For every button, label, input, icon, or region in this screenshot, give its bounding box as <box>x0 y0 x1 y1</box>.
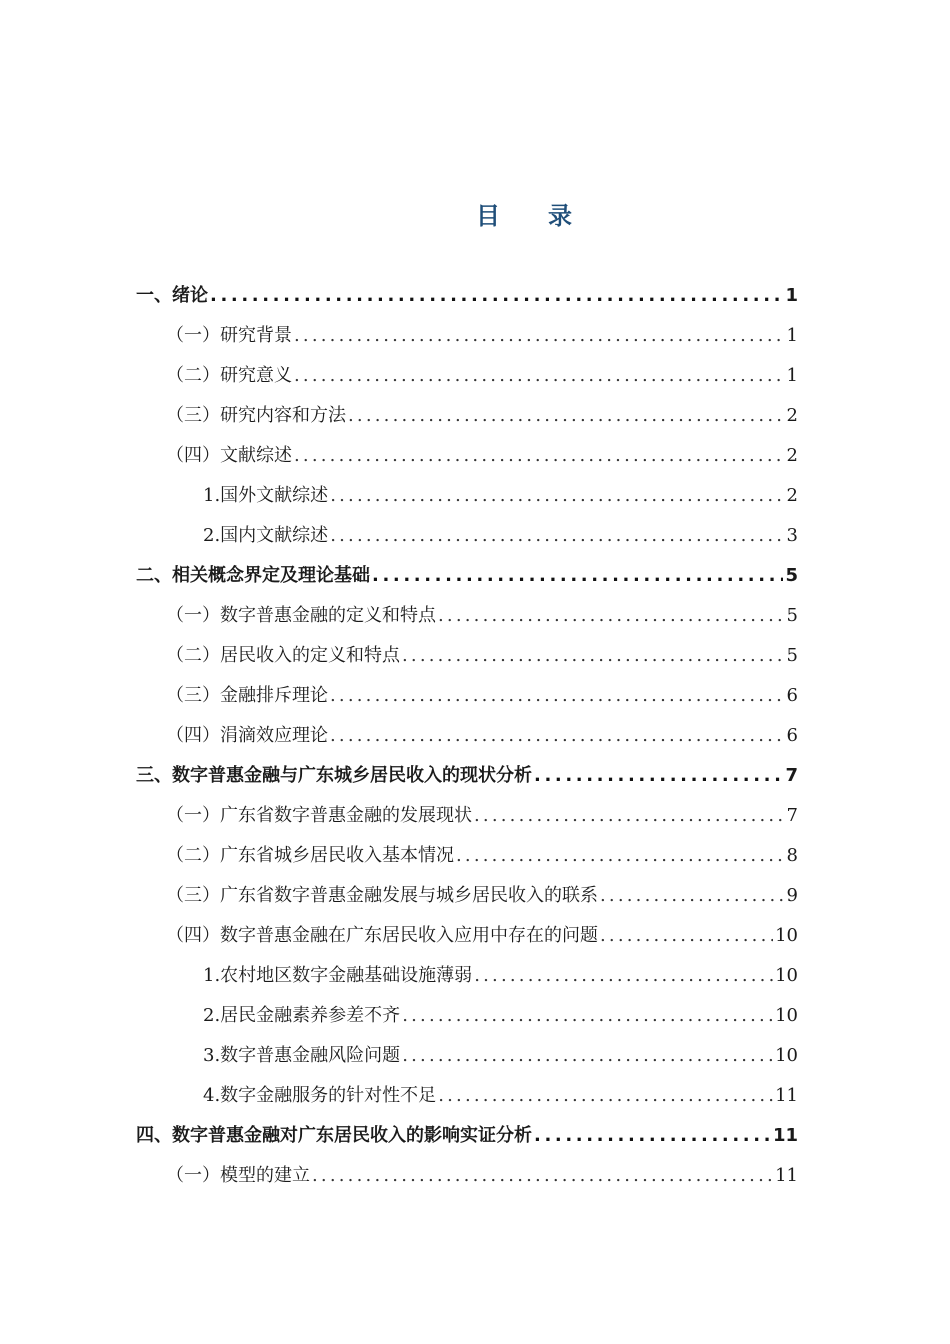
toc-entry-level-1[interactable] <box>0 556 798 596</box>
toc-entry-page-number: 1 <box>786 325 798 346</box>
toc-entry-label: （一）模型的建立 <box>166 1156 312 1196</box>
toc-entry-label: 二、相关概念界定及理论基础 <box>136 556 372 596</box>
toc-entry-page-number: 10 <box>775 1045 798 1066</box>
table-of-contents <box>0 276 950 1196</box>
toc-dot-leader <box>534 1116 771 1156</box>
toc-dot-leader <box>330 716 785 756</box>
toc-entry-level-3[interactable] <box>0 956 798 996</box>
toc-entry-page-number: 10 <box>775 925 798 946</box>
toc-entry-label: 1.国外文献综述 <box>203 476 330 516</box>
toc-entry-level-3[interactable] <box>0 516 798 556</box>
toc-entry-page-number: 2 <box>786 405 798 426</box>
toc-entry-level-2[interactable] <box>0 356 798 396</box>
toc-entry-level-3[interactable] <box>0 476 798 516</box>
toc-entry-page-number: 1 <box>785 285 798 306</box>
toc-entry-level-2[interactable] <box>0 716 798 756</box>
toc-entry-label: 2.居民金融素养参差不齐 <box>203 996 402 1036</box>
toc-dot-leader <box>294 436 785 476</box>
toc-entry-label: （三）广东省数字普惠金融发展与城乡居民收入的联系 <box>166 876 600 916</box>
toc-entry-level-2[interactable] <box>0 1156 798 1196</box>
toc-entry-level-2[interactable] <box>0 676 798 716</box>
toc-entry-label: 3.数字普惠金融风险问题 <box>203 1036 402 1076</box>
toc-dot-leader <box>456 836 785 876</box>
toc-dot-leader <box>402 996 773 1036</box>
toc-entry-page-number: 9 <box>786 885 798 906</box>
toc-entry-label: （一）广东省数字普惠金融的发展现状 <box>166 796 474 836</box>
toc-entry-level-2[interactable] <box>0 436 798 476</box>
toc-entry-page-number: 11 <box>775 1165 798 1186</box>
page-title <box>0 196 950 231</box>
toc-entry-page-number: 7 <box>785 765 798 786</box>
toc-dot-leader <box>600 916 773 956</box>
toc-dot-leader <box>474 956 773 996</box>
toc-dot-leader <box>372 556 783 596</box>
toc-dot-leader <box>600 876 785 916</box>
toc-entry-label: 1.农村地区数字金融基础设施薄弱 <box>203 956 474 996</box>
toc-entry-label: （二）广东省城乡居民收入基本情况 <box>166 836 456 876</box>
toc-entry-level-3[interactable] <box>0 996 798 1036</box>
toc-entry-label: （四）数字普惠金融在广东居民收入应用中存在的问题 <box>166 916 600 956</box>
toc-entry-page-number: 5 <box>785 565 798 586</box>
toc-entry-page-number: 5 <box>786 605 798 626</box>
toc-entry-label: 四、数字普惠金融对广东居民收入的影响实证分析 <box>136 1116 534 1156</box>
toc-entry-level-1[interactable] <box>0 276 798 316</box>
toc-entry-page-number: 10 <box>775 1005 798 1026</box>
toc-dot-leader <box>402 1036 773 1076</box>
toc-entry-page-number: 8 <box>786 845 798 866</box>
toc-dot-leader <box>294 316 785 356</box>
toc-entry-page-number: 7 <box>786 805 798 826</box>
toc-entry-page-number: 6 <box>786 685 798 706</box>
toc-dot-leader <box>348 396 785 436</box>
toc-dot-leader <box>402 636 785 676</box>
toc-entry-level-2[interactable] <box>0 636 798 676</box>
toc-dot-leader <box>210 276 783 316</box>
toc-entry-page-number: 1 <box>786 365 798 386</box>
toc-entry-label: 4.数字金融服务的针对性不足 <box>203 1076 438 1116</box>
toc-entry-label: 三、数字普惠金融与广东城乡居民收入的现状分析 <box>136 756 534 796</box>
toc-entry-page-number: 10 <box>775 965 798 986</box>
toc-entry-label: （三）研究内容和方法 <box>166 396 348 436</box>
toc-dot-leader <box>534 756 783 796</box>
toc-entry-level-2[interactable] <box>0 916 798 956</box>
toc-entry-page-number: 11 <box>772 1125 798 1146</box>
toc-entry-label: （一）研究背景 <box>166 316 294 356</box>
toc-dot-leader <box>438 596 785 636</box>
toc-entry-level-2[interactable] <box>0 796 798 836</box>
toc-dot-leader <box>330 476 784 516</box>
toc-entry-label: （四）文献综述 <box>166 436 294 476</box>
title-part-1: 目 <box>476 202 502 230</box>
toc-entry-label: 一、绪论 <box>136 276 210 316</box>
toc-entry-page-number: 2 <box>786 445 798 466</box>
toc-entry-level-3[interactable] <box>0 1076 798 1116</box>
toc-entry-label: （四）涓滴效应理论 <box>166 716 330 756</box>
toc-entry-label: （一）数字普惠金融的定义和特点 <box>166 596 438 636</box>
toc-entry-page-number: 2 <box>786 485 798 506</box>
toc-entry-level-2[interactable] <box>0 836 798 876</box>
toc-entry-label: （三）金融排斥理论 <box>166 676 330 716</box>
toc-dot-leader <box>312 1156 773 1196</box>
toc-dot-leader <box>294 356 785 396</box>
toc-entry-label: 2.国内文献综述 <box>203 516 330 556</box>
toc-entry-label: （二）居民收入的定义和特点 <box>166 636 402 676</box>
toc-entry-level-3[interactable] <box>0 1036 798 1076</box>
toc-dot-leader <box>330 516 784 556</box>
toc-entry-level-2[interactable] <box>0 596 798 636</box>
toc-entry-level-2[interactable] <box>0 396 798 436</box>
toc-entry-level-1[interactable] <box>0 756 798 796</box>
toc-entry-page-number: 3 <box>786 525 798 546</box>
toc-entry-page-number: 6 <box>786 725 798 746</box>
toc-entry-label: （二）研究意义 <box>166 356 294 396</box>
toc-entry-level-1[interactable] <box>0 1116 798 1156</box>
toc-entry-level-2[interactable] <box>0 316 798 356</box>
toc-dot-leader <box>438 1076 773 1116</box>
toc-dot-leader <box>474 796 785 836</box>
toc-entry-page-number: 5 <box>786 645 798 666</box>
toc-dot-leader <box>330 676 785 716</box>
toc-entry-level-2[interactable] <box>0 876 798 916</box>
title-part-2: 录 <box>548 202 574 230</box>
toc-entry-page-number: 11 <box>775 1085 798 1106</box>
